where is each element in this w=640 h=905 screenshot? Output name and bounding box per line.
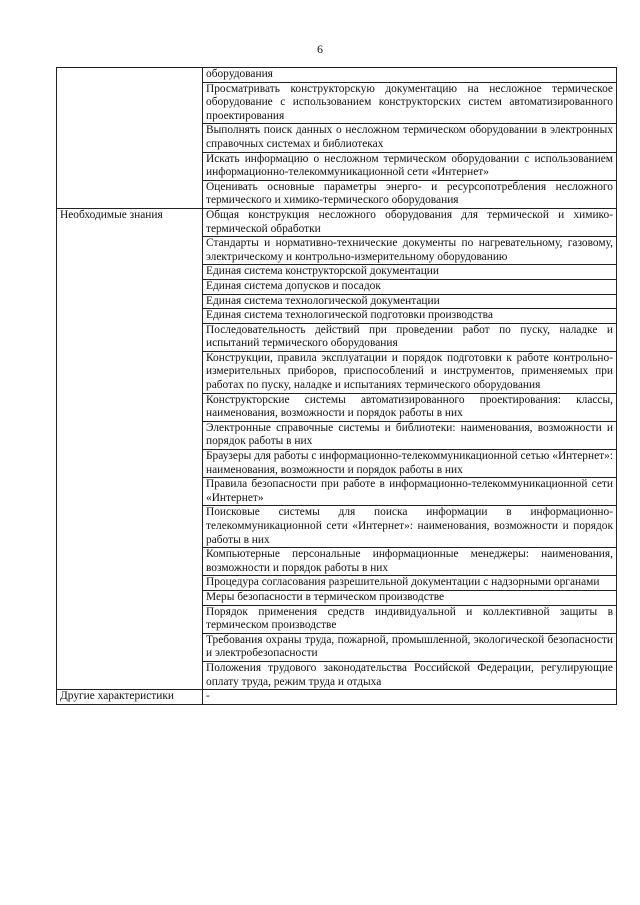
table-row (57, 590, 617, 605)
table-row (57, 661, 617, 689)
table-row (57, 421, 617, 449)
section-label-cell (57, 237, 203, 265)
requirement-cell: Поисковые системы для поиска информации в информационно-телекоммуникационной сети «Интернет»: наименования, возможности и порядок работы в них (203, 506, 617, 548)
requirement-cell: Искать информацию о несложном термическом оборудовании с использованием информационно-телекоммуникационной сети «Интернет» (203, 152, 617, 180)
table-row (57, 576, 617, 591)
table-row (57, 351, 617, 393)
table-row (57, 82, 617, 124)
requirement-cell: Порядок применения средств индивидуальной и коллективной защиты в термическом производстве (203, 605, 617, 633)
requirement-cell: Единая система технологической подготовки производства (203, 309, 617, 324)
requirement-cell: Правила безопасности при работе в информационно-телекоммуникационной сети «Интернет» (203, 478, 617, 506)
table-row (57, 506, 617, 548)
requirement-cell: Стандарты и нормативно-технические документы по нагревательному, газовому, электрическому и контрольно-измерительному оборудованию (203, 237, 617, 265)
requirement-cell: оборудования (203, 68, 617, 83)
section-label-cell (57, 152, 203, 180)
table-row (57, 237, 617, 265)
requirement-cell: Положения трудового законодательства Российской Федерации, регулирующие оплату труда, режим труда и отдыха (203, 661, 617, 689)
section-label-cell (57, 180, 203, 208)
table-row (57, 605, 617, 633)
requirement-cell: Выполнять поиск данных о несложном термическом оборудовании в электронных справочных системах и библиотеках (203, 124, 617, 152)
table-row (57, 180, 617, 208)
section-label-cell: Другие характеристики (57, 690, 203, 705)
requirement-cell: Процедура согласования разрешительной документации с надзорными органами (203, 576, 617, 591)
table-row (57, 690, 617, 705)
section-label-cell (57, 548, 203, 576)
section-label-cell: Необходимые знания (57, 208, 203, 236)
section-label-cell (57, 393, 203, 421)
section-label-cell (57, 82, 203, 124)
table-row (57, 548, 617, 576)
section-label-cell (57, 309, 203, 324)
section-label-cell (57, 605, 203, 633)
table-row (57, 633, 617, 661)
section-label-cell (57, 265, 203, 280)
requirement-cell: Общая конструкция несложного оборудования для термической и химико-термической обработки (203, 208, 617, 236)
section-label-cell (57, 478, 203, 506)
requirement-cell: Конструкции, правила эксплуатации и порядок подготовки к работе контрольно-измерительных приборов, приспособлений и инструментов, применяемых при работах по пуску, наладке и испытаниях термического оборудования (203, 351, 617, 393)
section-label-cell (57, 421, 203, 449)
section-label-cell (57, 450, 203, 478)
section-label-cell (57, 294, 203, 309)
section-label-cell (57, 279, 203, 294)
requirement-cell: Конструкторские системы автоматизированного проектирования: классы, наименования, возможности и порядок работы в них (203, 393, 617, 421)
section-label-cell (57, 68, 203, 83)
labor-function-table (56, 67, 617, 705)
section-label-cell (57, 661, 203, 689)
table-row (57, 68, 617, 83)
requirement-cell: Последовательность действий при проведении работ по пуску, наладке и испытаний термического оборудования (203, 323, 617, 351)
table-row (57, 393, 617, 421)
section-label-cell (57, 323, 203, 351)
section-label-cell (57, 633, 203, 661)
requirement-cell: Требования охраны труда, пожарной, промышленной, экологической безопасности и электробезопасности (203, 633, 617, 661)
table-row (57, 279, 617, 294)
requirement-cell: Единая система технологической документации (203, 294, 617, 309)
requirement-cell: Просматривать конструкторскую документацию на несложное термическое оборудование с использованием конструкторских систем автоматизированного проектирования (203, 82, 617, 124)
page-number: 6 (317, 42, 323, 56)
requirement-cell: Единая система конструкторской документации (203, 265, 617, 280)
table-row (57, 323, 617, 351)
table-row (57, 478, 617, 506)
section-label-cell (57, 351, 203, 393)
table-row (57, 450, 617, 478)
table-row (57, 152, 617, 180)
requirement-cell: Электронные справочные системы и библиотеки: наименования, возможности и порядок работы в них (203, 421, 617, 449)
table-row (57, 309, 617, 324)
requirement-cell: Единая система допусков и посадок (203, 279, 617, 294)
requirement-cell: Оценивать основные параметры энерго- и ресурсопотребления несложного термического и химико-термического оборудования (203, 180, 617, 208)
requirement-cell: Компьютерные персональные информационные менеджеры: наименования, возможности и порядок работы в них (203, 548, 617, 576)
requirement-cell: - (203, 690, 617, 705)
requirement-cell: Меры безопасности в термическом производстве (203, 590, 617, 605)
section-label-cell (57, 576, 203, 591)
table-row (57, 265, 617, 280)
table-row (57, 124, 617, 152)
requirement-cell: Браузеры для работы с информационно-телекоммуникационной сетью «Интернет»: наименования, возможности и порядок работы в них (203, 450, 617, 478)
table-row (57, 208, 617, 236)
section-label-cell (57, 124, 203, 152)
table-row (57, 294, 617, 309)
section-label-cell (57, 506, 203, 548)
section-label-cell (57, 590, 203, 605)
